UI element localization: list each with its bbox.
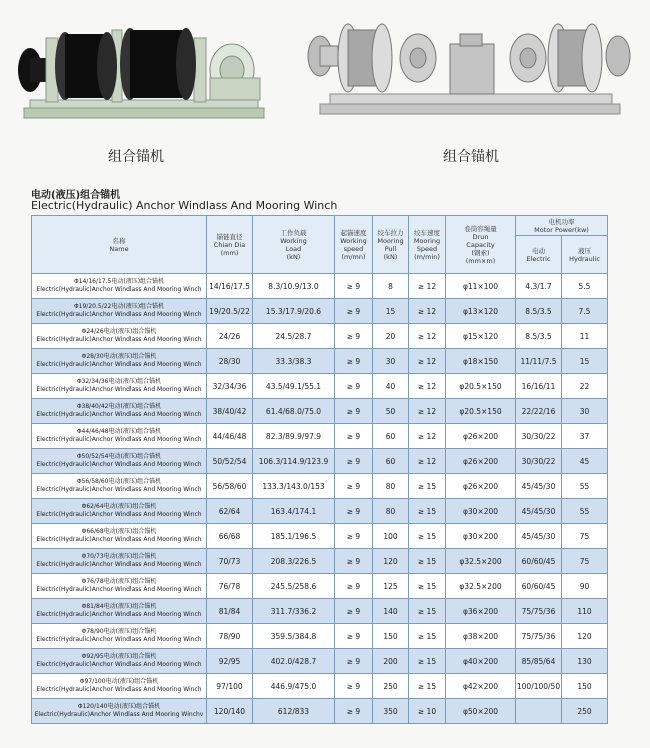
photo-caption-left: 组合锚机 [108,149,164,165]
pull-cell: 140 [373,599,409,624]
load-cell: 82.3/89.9/97.9 [253,424,335,449]
model-name-cell: Φ32/34/36电动(液压)组合锚机 Electric(Hydraulic)Anchor Windlass And Mooring Winch [32,374,207,399]
header-mooring-speed: 绞车速度 Mooring Speed (m/min) [409,216,446,274]
table-row [32,674,608,699]
chain-cell: 97/100 [207,674,253,699]
elec-cell: 30/30/22 [516,449,562,474]
speed-cell: ≥ 9 [335,574,373,599]
mspeed-cell: ≥ 12 [409,449,446,474]
hyd-cell: 30 [562,399,608,424]
drum-cell: φ26×200 [446,424,516,449]
hyd-cell: 120 [562,624,608,649]
elec-cell: 30/30/22 [516,424,562,449]
speed-cell: ≥ 9 [335,274,373,299]
model-name-cell: Φ92/95电动(液压)组合锚机 Electric(Hydraulic)Anchor Windlass And Mooring Winch [32,649,207,674]
table-row [32,649,608,674]
load-cell: 61.4/68.0/75.0 [253,399,335,424]
mspeed-cell: ≥ 15 [409,649,446,674]
mspeed-cell: ≥ 12 [409,399,446,424]
header-working-speed: 起锚速度 Working speed (m/mn) [335,216,373,274]
mspeed-cell: ≥ 15 [409,524,446,549]
speed-cell: ≥ 9 [335,449,373,474]
pull-cell: 30 [373,349,409,374]
drum-cell: φ20.5×150 [446,374,516,399]
model-name-cell: Φ50/52/54电动(液压)组合锚机 Electric(Hydraulic)Anchor Windlass And Mooring Winch [32,449,207,474]
table-row [32,574,608,599]
mspeed-cell: ≥ 15 [409,549,446,574]
speed-cell: ≥ 9 [335,649,373,674]
header-chain-dia: 锚链直径 Chian Dia (mm) [207,216,253,274]
load-cell: 612/833 [253,699,335,724]
drum-cell: φ26×200 [446,449,516,474]
model-name-cell: Φ97/100电动(液压)组合锚机 Electric(Hydraulic)Anchor Windlass And Mooring Winch [32,674,207,699]
pull-cell: 40 [373,374,409,399]
model-name-cell: Φ81/84电动(液压)组合锚机 Electric(Hydraulic)Anchor Windlass And Mooring Winch [32,599,207,624]
drum-cell: φ30×200 [446,524,516,549]
pull-cell: 8 [373,274,409,299]
speed-cell: ≥ 9 [335,499,373,524]
elec-cell: 45/45/30 [516,499,562,524]
elec-cell: 16/16/11 [516,374,562,399]
elec-cell: 85/85/64 [516,649,562,674]
pull-cell: 125 [373,574,409,599]
table-row [32,474,608,499]
load-cell: 359.5/384.8 [253,624,335,649]
model-name-cell: Φ120/140电动(液压)组合锚机 Electric(Hydraulic)Anchor Windlass And Mooring Winchv [32,699,207,724]
mspeed-cell: ≥ 15 [409,599,446,624]
elec-cell [516,699,562,724]
table-row [32,424,608,449]
load-cell: 106.3/114.9/123.9 [253,449,335,474]
pull-cell: 50 [373,399,409,424]
table-row [32,449,608,474]
table-row [32,299,608,324]
hyd-cell: 55 [562,474,608,499]
load-cell: 8.3/10.9/13.0 [253,274,335,299]
hyd-cell: 5.5 [562,274,608,299]
pull-cell: 60 [373,424,409,449]
pull-cell: 15 [373,299,409,324]
drum-cell: φ36×200 [446,599,516,624]
load-cell: 43.5/49.1/55.1 [253,374,335,399]
model-name-cell: Φ56/58/60电动(液压)组合锚机 Electric(Hydraulic)Anchor Windlass And Mooring Winch [32,474,207,499]
mspeed-cell: ≥ 10 [409,699,446,724]
chain-cell: 28/30 [207,349,253,374]
chain-cell: 38/40/42 [207,399,253,424]
header-name: 名称 Name [32,216,207,274]
mspeed-cell: ≥ 15 [409,574,446,599]
drum-cell: φ13×120 [446,299,516,324]
drum-cell: φ11×100 [446,274,516,299]
mspeed-cell: ≥ 15 [409,499,446,524]
hyd-cell: 130 [562,649,608,674]
mspeed-cell: ≥ 12 [409,324,446,349]
chain-cell: 76/78 [207,574,253,599]
chain-cell: 56/58/60 [207,474,253,499]
chain-cell: 70/73 [207,549,253,574]
section-title-cn: 电动(液压)组合锚机 [31,190,121,201]
hyd-cell: 55 [562,499,608,524]
hyd-cell: 250 [562,699,608,724]
drum-cell: φ30×200 [446,499,516,524]
header-mooring-pull: 绞车拉力 Mooring Pull (kN) [373,216,409,274]
speed-cell: ≥ 9 [335,624,373,649]
pull-cell: 250 [373,674,409,699]
mspeed-cell: ≥ 12 [409,424,446,449]
pull-cell: 60 [373,449,409,474]
pull-cell: 120 [373,549,409,574]
model-name-cell: Φ38/40/42电动(液压)组合锚机 Electric(Hydraulic)Anchor Windlass And Mooring Winch [32,399,207,424]
hyd-cell: 7.5 [562,299,608,324]
elec-cell: 75/75/36 [516,599,562,624]
chain-cell: 120/140 [207,699,253,724]
mspeed-cell: ≥ 12 [409,274,446,299]
speed-cell: ≥ 9 [335,299,373,324]
chain-cell: 44/46/48 [207,424,253,449]
elec-cell: 8.5/3.5 [516,324,562,349]
elec-cell: 11/11/7.5 [516,349,562,374]
speed-cell: ≥ 9 [335,424,373,449]
drum-cell: φ42×200 [446,674,516,699]
elec-cell: 100/100/50 [516,674,562,699]
windlass-photo-right [300,8,638,130]
drum-cell: φ32.5×200 [446,574,516,599]
elec-cell: 75/75/36 [516,624,562,649]
table-row [32,399,608,424]
chain-cell: 62/64 [207,499,253,524]
table-row [32,524,608,549]
table-row [32,599,608,624]
hyd-cell: 37 [562,424,608,449]
model-name-cell: Φ62/64电动(液压)组合锚机 Electric(Hydraulic)Anchor Windlass And Mooring Winch [32,499,207,524]
spec-table [31,215,608,724]
load-cell: 185.1/196.5 [253,524,335,549]
speed-cell: ≥ 9 [335,599,373,624]
mspeed-cell: ≥ 12 [409,299,446,324]
chain-cell: 32/34/36 [207,374,253,399]
photo-caption-right: 组合锚机 [443,149,499,165]
elec-cell: 8.5/3.5 [516,299,562,324]
chain-cell: 78/90 [207,624,253,649]
drum-cell: φ50×200 [446,699,516,724]
load-cell: 208.3/226.5 [253,549,335,574]
chain-cell: 19/20.5/22 [207,299,253,324]
speed-cell: ≥ 9 [335,349,373,374]
hyd-cell: 90 [562,574,608,599]
spec-table-body [32,274,608,724]
load-cell: 24.5/28.7 [253,324,335,349]
hyd-cell: 11 [562,324,608,349]
load-cell: 33.3/38.3 [253,349,335,374]
mspeed-cell: ≥ 15 [409,674,446,699]
hyd-cell: 45 [562,449,608,474]
pull-cell: 100 [373,524,409,549]
hyd-cell: 75 [562,549,608,574]
load-cell: 311.7/336.2 [253,599,335,624]
drum-cell: φ38×200 [446,624,516,649]
speed-cell: ≥ 9 [335,524,373,549]
model-name-cell: Φ28/30电动(液压)组合锚机 Electric(Hydraulic)Anchor Windlass And Mooring Winch [32,349,207,374]
chain-cell: 50/52/54 [207,449,253,474]
model-name-cell: Φ19/20.5/22电动(液压)组合锚机 Electric(Hydraulic)Anchor Windlass And Mooring Winch [32,299,207,324]
table-row [32,324,608,349]
pull-cell: 80 [373,499,409,524]
chain-cell: 24/26 [207,324,253,349]
table-row [32,374,608,399]
model-name-cell: Φ76/78电动(液压)组合锚机 Electric(Hydraulic)Anchor Windlass And Mooring Winch [32,574,207,599]
load-cell: 15.3/17.9/20.6 [253,299,335,324]
speed-cell: ≥ 9 [335,674,373,699]
pull-cell: 20 [373,324,409,349]
speed-cell: ≥ 9 [335,399,373,424]
elec-cell: 22/22/16 [516,399,562,424]
pull-cell: 350 [373,699,409,724]
elec-cell: 60/60/45 [516,549,562,574]
hyd-cell: 75 [562,524,608,549]
model-name-cell: Φ44/46/48电动(液压)组合锚机 Electric(Hydraulic)Anchor Windlass And Mooring Winch [32,424,207,449]
load-cell: 133.3/143.0/153 [253,474,335,499]
hyd-cell: 150 [562,674,608,699]
load-cell: 446.9/475.0 [253,674,335,699]
table-row [32,274,608,299]
pull-cell: 80 [373,474,409,499]
header-electric: 电动 Electric [516,236,562,274]
speed-cell: ≥ 9 [335,374,373,399]
model-name-cell: Φ24/26电动(液压)组合锚机 Electric(Hydraulic)Anchor Windlass And Mooring Winch [32,324,207,349]
speed-cell: ≥ 9 [335,549,373,574]
table-row [32,624,608,649]
model-name-cell: Φ14/16/17.5电动(液压)组合锚机 Electric(Hydraulic)Anchor Windlass And Mooring Winch [32,274,207,299]
table-row [32,349,608,374]
pull-cell: 150 [373,624,409,649]
windlass-photo-left [10,8,272,130]
chain-cell: 66/68 [207,524,253,549]
load-cell: 245.5/258.6 [253,574,335,599]
speed-cell: ≥ 9 [335,699,373,724]
hyd-cell: 22 [562,374,608,399]
drum-cell: φ20.5×150 [446,399,516,424]
speed-cell: ≥ 9 [335,324,373,349]
mspeed-cell: ≥ 12 [409,374,446,399]
drum-cell: φ32.5×200 [446,549,516,574]
table-row [32,549,608,574]
header-working-load: 工作负载 Working Load (kN) [253,216,335,274]
header-hydraulic: 液压 Hydraulic [562,236,608,274]
mspeed-cell: ≥ 15 [409,624,446,649]
drum-cell: φ40×200 [446,649,516,674]
load-cell: 163.4/174.1 [253,499,335,524]
header-motor-power: 电机功率 Motor Power(kw) [516,216,608,236]
model-name-cell: Φ70/73电动(液压)组合锚机 Electric(Hydraulic)Anchor Windlass And Mooring Winch [32,549,207,574]
drum-cell: φ18×150 [446,349,516,374]
load-cell: 402.0/428.7 [253,649,335,674]
mspeed-cell: ≥ 15 [409,474,446,499]
chain-cell: 14/16/17.5 [207,274,253,299]
model-name-cell: Φ78/90电动(液压)组合锚机 Electric(Hydraulic)Anchor Windlass And Mooring Winch [32,624,207,649]
speed-cell: ≥ 9 [335,474,373,499]
hyd-cell: 110 [562,599,608,624]
hyd-cell: 15 [562,349,608,374]
drum-cell: φ26×200 [446,474,516,499]
chain-cell: 92/95 [207,649,253,674]
drum-cell: φ15×120 [446,324,516,349]
pull-cell: 200 [373,649,409,674]
elec-cell: 4.3/1.7 [516,274,562,299]
table-row [32,499,608,524]
chain-cell: 81/84 [207,599,253,624]
model-name-cell: Φ66/68电动(液压)组合锚机 Electric(Hydraulic)Anchor Windlass And Mooring Winch [32,524,207,549]
elec-cell: 45/45/30 [516,474,562,499]
elec-cell: 60/60/45 [516,574,562,599]
header-drum-capacity: 卷筒容绳量 Drun Capacity (钢索) (mm×m) [446,216,516,274]
section-title-en: Electric(Hydraulic) Anchor Windlass And Mooring Winch [31,199,338,212]
elec-cell: 45/45/30 [516,524,562,549]
mspeed-cell: ≥ 12 [409,349,446,374]
table-row [32,699,608,724]
